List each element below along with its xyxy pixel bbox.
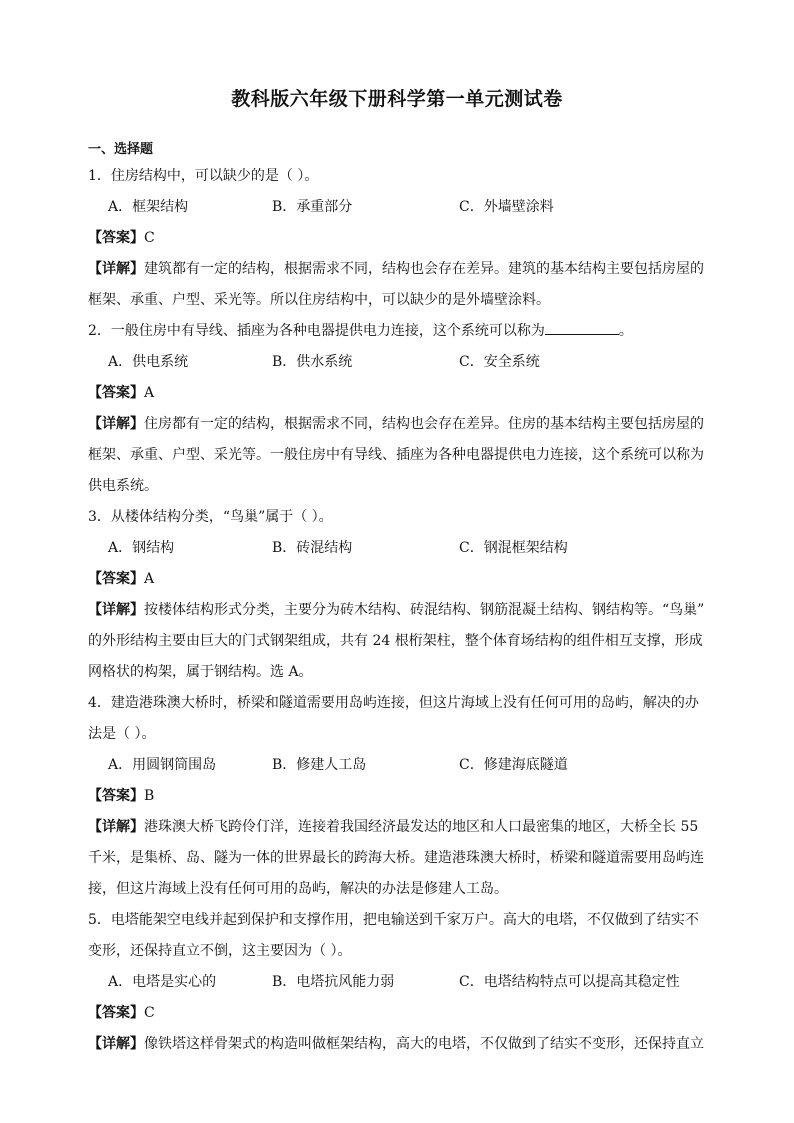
option-c: C．修建海底隧道 [459,757,568,773]
section-heading: 一、选择题 [88,142,154,157]
detail-text: 按楼体结构形式分类，主要分为砖木结构、砖混结构、钢筋混凝土结构、钢结构等。“鸟巢” [144,602,705,618]
option-a: A．供电系统 [108,354,189,370]
answer-label: 【答案】 [88,385,144,401]
detail-line: 的外形结构主要由巨大的门式钢架组成，共有 24 根桁架柱，整个体育场结构的组件相互支撑，形成 [88,633,703,649]
detail-line [88,254,710,285]
answer-line [88,378,710,409]
option-a: A．钢结构 [108,540,175,556]
answer-line [88,998,710,1029]
question-stem: 法是（ ）。 [88,726,156,742]
detail-line [88,812,710,843]
detail-text: 建筑都有一定的结构，根据需求不同，结构也会存在差异。建筑的基本结构主要包括房屋的 [144,261,704,277]
detail-line: 供电系统。 [88,478,158,494]
answer-value: C [144,230,155,246]
question-options [88,967,710,998]
option-a: A．电塔是实心的 [108,974,217,990]
question-stem-text: 2．一般住房中有导线、插座为各种电器提供电力连接，这个系统可以称为 [88,323,545,339]
option-c: C．电塔结构特点可以提高其稳定性 [459,974,680,990]
fill-blank [545,316,619,335]
option-b: B．承重部分 [272,199,353,215]
detail-text: 港珠澳大桥飞跨伶仃洋，连接着我国经济最发达的地区和人口最密集的地区，大桥全长 55 [144,819,699,835]
question-2 [88,316,710,502]
detail-label: 【详解】 [88,261,144,277]
option-b: B．电塔抗风能力弱 [272,974,395,990]
option-c: C．钢混框架结构 [459,540,568,556]
question-stem [88,316,710,347]
detail-text: 像铁塔这样骨架式的构造叫做框架结构，高大的电塔，不仅做到了结实不变形，还保持直立 [144,1036,704,1052]
question-stem-end: 。 [618,323,633,339]
detail-line [88,1029,710,1060]
detail-label: 【详解】 [88,1036,144,1052]
question-5 [88,905,710,1060]
detail-line: 千米，是集桥、岛、隧为一体的世界最长的跨海大桥。建造港珠澳大桥时，桥梁和隧道需要用岛屿连 [88,850,704,866]
detail-line: 网格状的构架，属于钢结构。选 A。 [88,664,313,680]
detail-text: 住房都有一定的结构，根据需求不同，结构也会存在差异。住房的基本结构主要包括房屋的 [144,416,704,432]
question-options [88,533,710,564]
question-stem: 变形，还保持直立不倒，这主要因为（ ）。 [88,943,352,959]
question-3 [88,502,710,688]
answer-label: 【答案】 [88,230,144,246]
answer-line [88,781,710,812]
question-4 [88,688,710,905]
question-stem: 4．建造港珠澳大桥时，桥梁和隧道需要用岛屿连接，但这片海域上没有任何可用的岛屿，解决的办 [88,695,699,711]
option-b: B．砖混结构 [272,540,353,556]
question-options [88,347,710,378]
answer-value: B [144,788,155,804]
answer-value: A [144,385,155,401]
page-title: 教科版六年级下册科学第一单元测试卷 [231,88,563,110]
question-stem: 1．住房结构中，可以缺少的是（ ）。 [88,168,319,184]
answer-value: A [144,571,155,587]
answer-line [88,564,710,595]
option-c: C．外墙壁涂料 [459,199,554,215]
detail-label: 【详解】 [88,819,144,835]
option-b: B．供水系统 [272,354,353,370]
answer-line [88,223,710,254]
answer-label: 【答案】 [88,571,144,587]
detail-line: 框架、承重、户型、采光等。一般住房中有导线、插座为各种电器提供电力连接，这个系统可以称为 [88,447,704,463]
question-1 [88,161,710,316]
option-c: C．安全系统 [459,354,540,370]
detail-label: 【详解】 [88,416,144,432]
question-stem: 5．电塔能架空电线并起到保护和支撑作用，把电输送到千家万户。高大的电塔，不仅做到了结实不 [88,912,699,928]
detail-line [88,409,710,440]
question-options [88,750,710,781]
question-options [88,192,710,223]
answer-value: C [144,1005,155,1021]
option-b: B．修建人工岛 [272,757,367,773]
detail-line: 接，但这片海域上没有任何可用的岛屿，解决的办法是修建人工岛。 [88,881,508,897]
detail-line [88,595,710,626]
answer-label: 【答案】 [88,788,144,804]
option-a: A．用圆钢筒围岛 [108,757,217,773]
detail-label: 【详解】 [88,602,144,618]
option-a: A．框架结构 [108,199,189,215]
question-stem: 3．从楼体结构分类，“鸟巢”属于（ ）。 [88,509,333,525]
detail-line: 框架、承重、户型、采光等。所以住房结构中，可以缺少的是外墙壁涂料。 [88,292,550,308]
answer-label: 【答案】 [88,1005,144,1021]
document-body [88,139,710,1060]
